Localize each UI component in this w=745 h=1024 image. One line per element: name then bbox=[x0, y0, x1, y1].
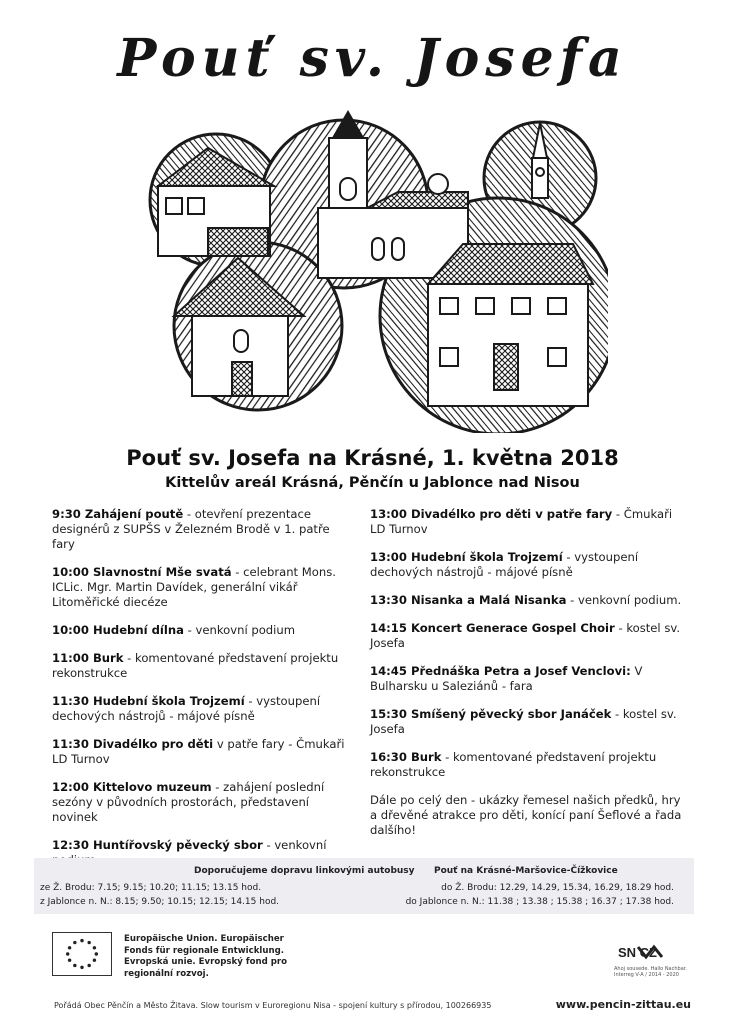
website-url[interactable]: www.pencin-zittau.eu bbox=[555, 998, 691, 1011]
returns-jablonec: do Jablonce n. N.: 11.38 ; 13.38 ; 15.38 ; 16.37 ; 17.38 hod. bbox=[405, 897, 674, 907]
eu-flag-icon bbox=[52, 932, 112, 976]
program-item: 13:00 Divadélko pro děti v patře fary - Čmukaři LD Turnov bbox=[370, 507, 673, 536]
program-item: 14:45 Přednáška Petra a Josef Venclovi: V Bulharsku u Saleziánů - fara bbox=[370, 664, 643, 693]
departures-jablonec: z Jablonce n. N.: 8.15; 9.50; 10.15; 12.15; 14.15 hod. bbox=[40, 897, 280, 907]
interreg-caption: Ahoj sousede. Hallo Nachbar. Interreg V-A / 2014 - 2020 bbox=[614, 966, 687, 978]
departures-brod: ze Ž. Brodu: 7.15; 9.15; 10.20; 11.15; 13.15 hod. bbox=[40, 883, 262, 893]
bus-transport-band bbox=[34, 858, 694, 914]
program-item: 11:00 Burk - komentované představení projektu rekonstrukce bbox=[52, 651, 339, 680]
program-item: 10:00 Slavnostní Mše svatá - celebrant Mons. ICLic. Mgr. Martin Davídek, generální vikář Litoměřické diecéze bbox=[52, 565, 336, 609]
poster-title: Pouť sv. Josefa bbox=[117, 28, 628, 89]
event-venue: Kittelův areál Krásná, Pěnčín u Jablonce nad Nisou bbox=[165, 475, 580, 491]
program-item: 11:30 Hudební škola Trojzemí - vystoupení dechových nástrojů - májové písně bbox=[52, 694, 321, 723]
program-item: 13:30 Nisanka a Malá Nisanka - venkovní podium. bbox=[370, 593, 682, 607]
svg-text:SN CZ: SN CZ bbox=[618, 945, 657, 960]
program-item: 16:30 Burk - komentované představení projektu rekonstrukce bbox=[370, 750, 657, 779]
returns-brod: do Ž. Brodu: 12.29, 14.29, 15.34, 16.29, 18.29 hod. bbox=[441, 883, 674, 893]
program-item: 14:15 Koncert Generace Gospel Choir - kostel sv. Josefa bbox=[370, 621, 681, 650]
closing-note: Dále po celý den - ukázky řemesel našich předků, hry a dřevěné atrakce pro děti, konící paní Šeflové a řada dalšího! bbox=[370, 793, 682, 837]
program-item: 13:00 Hudební škola Trojzemí - vystoupení dechových nástrojů - májové písně bbox=[370, 550, 639, 579]
program-right-column bbox=[370, 507, 690, 838]
program-left-column bbox=[52, 507, 352, 881]
church-village-illustration bbox=[148, 108, 608, 433]
organizer-note: Pořádá Obec Pěnčín a Město Žitava. Slow tourism v Euroregionu Nisa - spojení kultury s přírodou, 100266935 bbox=[54, 1001, 492, 1010]
event-headline: Pouť sv. Josefa na Krásné, 1. května 2018 bbox=[126, 446, 619, 470]
program-item: 12:30 Huntířovský pěvecký sbor - venkovní bbox=[52, 838, 327, 852]
program-item: 10:00 Hudební dílna - venkovní podium bbox=[52, 623, 296, 637]
program-item: 12:00 Kittelovo muzeum - zahájení poslední sezóny v původních prostorách, představení novinek bbox=[52, 780, 325, 824]
eu-funding-text: Europäische Union. Europäischer Fonds für regionale Entwicklung. Evropská unie. Evropský fond pro regionální rozvoj. bbox=[124, 934, 288, 979]
transport-heading: Doporučujeme dopravu linkovými autobusy bbox=[194, 866, 415, 876]
program-item: 11:30 Divadélko pro děti v patře fary - Čmukaři LD Turnov bbox=[52, 737, 345, 766]
program-item: 15:30 Smíšený pěvecký sbor Janáček - kostel sv. Josefa bbox=[370, 707, 677, 736]
program-item: 9:30 Zahájení poutě - otevření prezentace designérů z SUPŠS v Železném Brodě v 1. patře fary bbox=[52, 507, 330, 551]
transport-route: Pouť na Krásné-Maršovice-Čížkovice bbox=[434, 866, 618, 876]
